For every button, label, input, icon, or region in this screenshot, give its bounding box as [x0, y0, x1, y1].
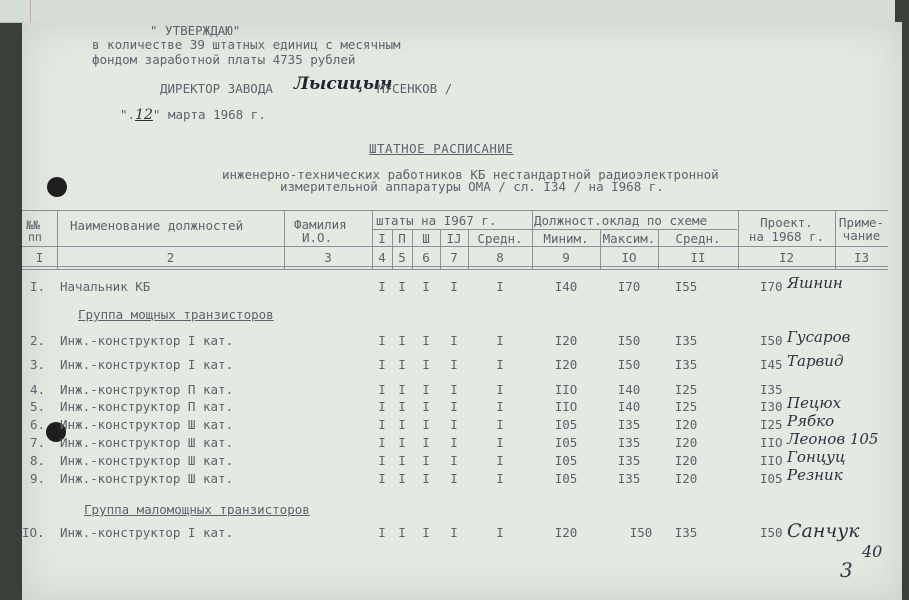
row-salary-min: I05	[554, 453, 578, 468]
row-staff-count: I	[398, 382, 406, 397]
row-handwritten-name: Леонов 105	[787, 430, 879, 448]
staff-subheader-rule	[372, 229, 532, 230]
col-position-header: Наименование должностей	[70, 218, 244, 233]
row-staff-count: I	[450, 525, 458, 540]
row-project-1968: I50	[760, 525, 783, 540]
row-staff-count: I	[378, 357, 386, 372]
row-salary-avg: I25	[674, 382, 698, 397]
colnum-12: I2	[778, 250, 795, 265]
row-salary-max: I35	[617, 417, 641, 432]
date-day: 12	[135, 107, 153, 123]
row-salary-max: I50	[617, 357, 641, 372]
staff-col-3: Ш	[422, 231, 430, 246]
colnum-5: 5	[398, 250, 406, 265]
row-position-title: Инж.-конструктор I кат.	[60, 357, 234, 372]
row-handwritten-name: Рябко	[787, 412, 835, 430]
row-project-1968: I25	[760, 417, 783, 432]
row-staff-count: I	[450, 382, 458, 397]
row-handwritten-name: Гонцуц	[787, 448, 846, 466]
number-row-rule	[22, 266, 888, 267]
row-staff-count: I	[378, 382, 386, 397]
row-staff-count: I	[422, 382, 430, 397]
row-number: 8.	[30, 453, 46, 468]
row-staff-count: I	[398, 279, 406, 294]
row-number: IO.	[22, 525, 45, 540]
document-title: ШТАТНОЕ РАСПИСАНИЕ	[369, 141, 514, 156]
row-staff-count: I	[422, 525, 430, 540]
row-staff-count: I	[422, 435, 430, 450]
page-mark: 3	[840, 558, 853, 582]
col-num-header: №№	[26, 218, 40, 232]
row-staff-count: I	[398, 417, 406, 432]
row-salary-min: I05	[554, 471, 578, 486]
colnum-13: I3	[853, 250, 870, 265]
approval-line1: в количестве 39 штатных единиц с месячным	[92, 37, 401, 52]
row-position-title: Инж.-конструктор I кат.	[60, 525, 234, 540]
row-staff-count: I	[450, 279, 458, 294]
row-staff-count: I	[496, 357, 504, 372]
row-salary-min: I20	[554, 525, 578, 540]
row-salary-avg: I20	[674, 453, 698, 468]
staff-col-2: П	[398, 231, 406, 246]
row-salary-avg: I20	[674, 435, 698, 450]
row-salary-avg: I20	[674, 417, 698, 432]
row-number: 7.	[30, 435, 46, 450]
row-salary-avg: I35	[674, 357, 698, 372]
colnum-9: 9	[562, 250, 570, 265]
row-salary-avg: I25	[674, 399, 698, 414]
row-salary-min: I40	[554, 279, 578, 294]
row-position-title: Инж.-конструктор П кат.	[60, 399, 234, 414]
row-staff-count: I	[450, 333, 458, 348]
row-handwritten-name: Яшнин	[787, 274, 843, 292]
row-staff-count: I	[496, 453, 504, 468]
staff-col-4: IJ	[446, 231, 462, 246]
table-top-rule	[22, 210, 888, 211]
row-salary-avg: I35	[674, 333, 698, 348]
row-project-1968: I70	[760, 279, 783, 294]
col-staff-header: штаты на I967 г.	[376, 213, 497, 228]
col-note-header: Приме-	[838, 215, 885, 230]
punch-hole	[47, 177, 67, 197]
row-project-1968: I35	[760, 382, 783, 397]
document-page	[22, 22, 902, 600]
number-row-rule-2	[22, 269, 888, 270]
salary-min-header: Миним.	[543, 231, 589, 246]
document-subtitle-1: инженерно-технических работников КБ нестандартной радиоэлектронной	[222, 167, 719, 182]
row-number: I.	[30, 279, 46, 294]
salary-subheader-rule	[532, 229, 737, 230]
row-salary-max: I50	[617, 333, 641, 348]
row-staff-count: I	[422, 399, 430, 414]
row-position-title: Инж.-конструктор I кат.	[60, 333, 234, 348]
date-month-year: марта 1968 г.	[167, 107, 266, 122]
row-staff-count: I	[450, 399, 458, 414]
row-salary-min: I05	[554, 435, 578, 450]
row-salary-avg: I55	[674, 279, 698, 294]
row-salary-max: I35	[617, 435, 641, 450]
row-salary-min: IIO	[554, 382, 578, 397]
row-position-title: Инж.-конструктор Ш кат.	[60, 453, 234, 468]
row-number: 4.	[30, 382, 46, 397]
row-handwritten-name: Гусаров	[787, 328, 851, 346]
staff-col-1: I	[378, 231, 386, 246]
row-staff-count: I	[398, 333, 406, 348]
group-label-power-transistors: Группа мощных транзисторов	[78, 307, 274, 322]
row-salary-max: I50	[629, 525, 653, 540]
colnum-3: 3	[324, 250, 332, 265]
row-staff-count: I	[378, 435, 386, 450]
row-salary-min: IIO	[554, 399, 578, 414]
row-number: 5.	[30, 399, 46, 414]
row-staff-count: I	[496, 382, 504, 397]
row-project-1968: I05	[760, 471, 783, 486]
row-staff-count: I	[378, 525, 386, 540]
row-number: 3.	[30, 357, 46, 372]
row-position-title: Инж.-конструктор П кат.	[60, 382, 234, 397]
row-salary-max: I40	[617, 399, 641, 414]
row-handwritten-name: Санчук	[787, 520, 860, 542]
row-number: 2.	[30, 333, 46, 348]
date-quote-open: ".	[120, 107, 136, 122]
row-staff-count: I	[422, 357, 430, 372]
row-staff-count: I	[378, 453, 386, 468]
row-staff-count: I	[422, 471, 430, 486]
row-project-1968: I50	[760, 333, 783, 348]
row-staff-count: I	[450, 471, 458, 486]
row-position-title: Инж.-конструктор Ш кат.	[60, 435, 234, 450]
col-note-header-sub: чание	[842, 228, 881, 243]
row-handwritten-name: Пецюх	[787, 394, 842, 412]
row-salary-max: I40	[617, 382, 641, 397]
row-staff-count: I	[450, 453, 458, 468]
col-surname-header-sub: И.О.	[302, 230, 333, 245]
row-number: 6.	[30, 417, 46, 432]
colnum-7: 7	[450, 250, 458, 265]
colnum-8: 8	[496, 250, 504, 265]
row-staff-count: I	[422, 417, 430, 432]
row-staff-count: I	[398, 357, 406, 372]
row-salary-max: I35	[617, 453, 641, 468]
row-project-1968: I30	[760, 399, 783, 414]
row-staff-count: I	[378, 279, 386, 294]
row-salary-min: I20	[554, 357, 578, 372]
document-subtitle-2: измерительной аппаратуры ОМА / сл. I34 / на I968 г.	[280, 179, 664, 194]
row-position-title: Начальник КБ	[60, 279, 151, 294]
row-staff-count: I	[398, 471, 406, 486]
row-handwritten-name: Резник	[787, 466, 843, 484]
row-staff-count: I	[450, 435, 458, 450]
row-salary-avg: I35	[674, 525, 698, 540]
staff-col-avg: Средн.	[477, 231, 523, 246]
director-label: ДИРЕКТОР ЗАВОДА	[160, 81, 273, 96]
row-salary-min: I05	[554, 417, 578, 432]
director-signature: Лысицын	[294, 74, 393, 94]
colnum-1: I	[35, 250, 44, 265]
row-staff-count: I	[496, 279, 504, 294]
row-staff-count: I	[496, 333, 504, 348]
row-project-1968: I45	[760, 357, 783, 372]
row-project-1968: IIO	[760, 435, 783, 450]
row-staff-count: I	[422, 279, 430, 294]
row-staff-count: I	[378, 399, 386, 414]
row-salary-avg: I20	[674, 471, 698, 486]
colnum-2: 2	[166, 250, 175, 265]
row-staff-count: I	[398, 435, 406, 450]
row-salary-max: I35	[617, 471, 641, 486]
row-position-title: Инж.-конструктор Ш кат.	[60, 471, 234, 486]
row-staff-count: I	[496, 417, 504, 432]
row-staff-count: I	[378, 471, 386, 486]
approval-date	[120, 108, 266, 122]
colnum-10: IO	[621, 250, 637, 265]
colnum-4: 4	[378, 250, 386, 265]
row-salary-min: I20	[554, 333, 578, 348]
previous-page-edge	[0, 0, 895, 23]
salary-avg-header: Средн.	[675, 231, 721, 246]
row-staff-count: I	[496, 471, 504, 486]
row-staff-count: I	[422, 453, 430, 468]
salary-max-header: Максим.	[602, 231, 656, 246]
row-number: 9.	[30, 471, 46, 486]
row-project-1968: IIO	[760, 453, 783, 468]
header-bottom-rule	[22, 246, 888, 247]
row-staff-count: I	[378, 333, 386, 348]
row-staff-count: I	[496, 435, 504, 450]
director-name: МУСЕНКОВ /	[377, 81, 453, 96]
row-staff-count: I	[450, 357, 458, 372]
date-quote-close: "	[152, 107, 161, 122]
row-staff-count: I	[496, 399, 504, 414]
page-number: 40	[862, 542, 883, 561]
group-label-low-power-transistors: Группа маломощных транзисторов	[84, 502, 310, 517]
approval-line2: фондом заработной платы 4735 рублей	[92, 52, 356, 67]
row-staff-count: I	[398, 453, 406, 468]
col-salary-header: Должност.оклад по схеме	[534, 213, 708, 228]
row-position-title: Инж.-конструктор Ш кат.	[60, 417, 234, 432]
col-surname-header: Фамилия	[294, 217, 347, 232]
colnum-6: 6	[422, 250, 430, 265]
col-project-header-sub: на 1968 г.	[748, 229, 825, 244]
row-staff-count: I	[398, 399, 406, 414]
col-project-header: Проект.	[760, 215, 813, 230]
col-num-header-sub: пп	[28, 230, 42, 244]
approval-title: " УТВЕРЖДАЮ"	[150, 23, 241, 38]
row-staff-count: I	[422, 333, 430, 348]
row-staff-count: I	[398, 525, 406, 540]
row-salary-max: I70	[617, 279, 641, 294]
row-staff-count: I	[496, 525, 504, 540]
row-staff-count: I	[378, 417, 386, 432]
row-handwritten-name: Тарвид	[787, 352, 844, 370]
colnum-11: II	[690, 250, 706, 265]
row-staff-count: I	[450, 417, 458, 432]
